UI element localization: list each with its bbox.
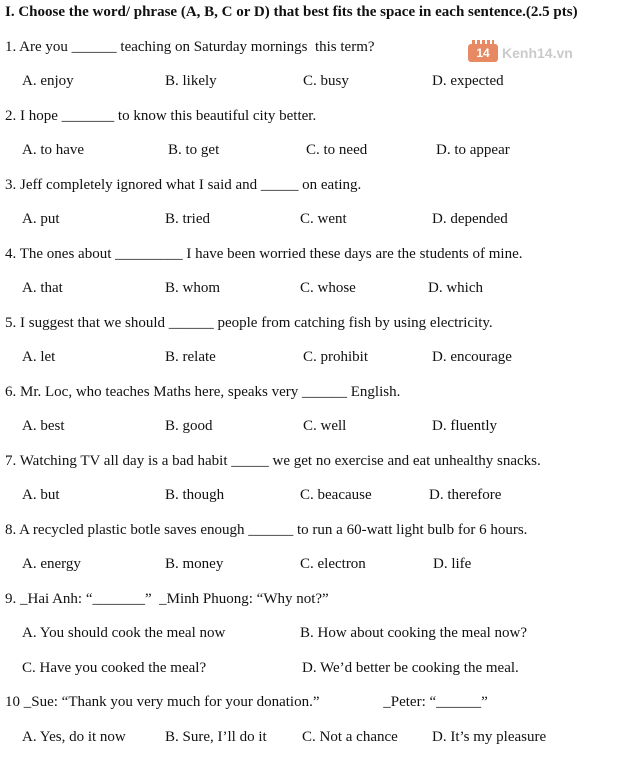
question-8: 8. A recycled plastic botle saves enough ______ to run a 60-watt light bulb for 6 hours. <box>5 522 528 538</box>
tv-logo-icon: 14 <box>468 44 498 62</box>
q6-option-a: A. best <box>22 418 65 434</box>
q10-option-d: D. It’s my pleasure <box>432 729 547 745</box>
q5-option-b: B. relate <box>165 349 216 365</box>
q4-option-c: C. whose <box>300 280 356 296</box>
question-1: 1. Are you ______ teaching on Saturday mornings this term? <box>5 39 375 55</box>
q6-option-b: B. good <box>165 418 213 434</box>
q2-option-c: C. to need <box>306 142 368 158</box>
q10-option-c: C. Not a chance <box>302 729 398 745</box>
q4-option-a: A. that <box>22 280 63 296</box>
q2-option-b: B. to get <box>168 142 220 158</box>
q8-option-d: D. life <box>433 556 472 572</box>
q10-option-b: B. Sure, I’ll do it <box>165 729 267 745</box>
q1-option-c: C. busy <box>303 73 349 89</box>
q1-option-b: B. likely <box>165 73 217 89</box>
q4-option-b: B. whom <box>165 280 221 296</box>
watermark-text: Kenh14.vn <box>502 45 573 61</box>
q2-option-d: D. to appear <box>436 142 510 158</box>
section-title: I. Choose the word/ phrase (A, B, C or D) that best fits the space in each sentence.(2.5 pts) <box>5 4 578 20</box>
q7-option-d: D. therefore <box>429 487 502 503</box>
q5-option-a: A. let <box>22 349 56 365</box>
q3-option-d: D. depended <box>432 211 508 227</box>
q4-option-d: D. which <box>428 280 483 296</box>
q1-option-a: A. enjoy <box>22 73 74 89</box>
q7-option-b: B. though <box>165 487 225 503</box>
question-4: 4. The ones about _________ I have been worried these days are the students of mine. <box>5 246 523 262</box>
q8-option-b: B. money <box>165 556 224 572</box>
q6-option-c: C. well <box>303 418 347 434</box>
q9-option-c: C. Have you cooked the meal? <box>22 660 207 676</box>
question-3: 3. Jeff completely ignored what I said and _____ on eating. <box>5 177 362 193</box>
q9-option-b: B. How about cooking the meal now? <box>300 625 528 641</box>
q6-option-d: D. fluently <box>432 418 497 434</box>
question-2: 2. I hope _______ to know this beautiful city better. <box>5 108 317 124</box>
q5-option-d: D. encourage <box>432 349 512 365</box>
question-6: 6. Mr. Loc, who teaches Maths here, speaks very ______ English. <box>5 384 401 400</box>
question-7: 7. Watching TV all day is a bad habit _____ we get no exercise and eat unhealthy snacks. <box>5 453 541 469</box>
q2-option-a: A. to have <box>22 142 85 158</box>
question-9: 9. _Hai Anh: “_______” _Minh Phuong: “Why not?” <box>5 591 329 607</box>
question-10: 10 _Sue: “Thank you very much for your donation.” _Peter: “______” <box>5 694 488 710</box>
q10-option-a: A. Yes, do it now <box>22 729 126 745</box>
q8-option-c: C. electron <box>300 556 366 572</box>
q3-option-b: B. tried <box>165 211 210 227</box>
q7-option-a: A. but <box>22 487 60 503</box>
q5-option-c: C. prohibit <box>303 349 369 365</box>
q3-option-a: A. put <box>22 211 60 227</box>
q8-option-a: A. energy <box>22 556 81 572</box>
q1-option-d: D. expected <box>432 73 504 89</box>
q9-option-a: A. You should cook the meal now <box>22 625 226 641</box>
watermark <box>468 44 573 62</box>
question-5: 5. I suggest that we should ______ people from catching fish by using electricity. <box>5 315 493 331</box>
q3-option-c: C. went <box>300 211 347 227</box>
q7-option-c: C. beacause <box>300 487 372 503</box>
q9-option-d: D. We’d better be cooking the meal. <box>302 660 519 676</box>
